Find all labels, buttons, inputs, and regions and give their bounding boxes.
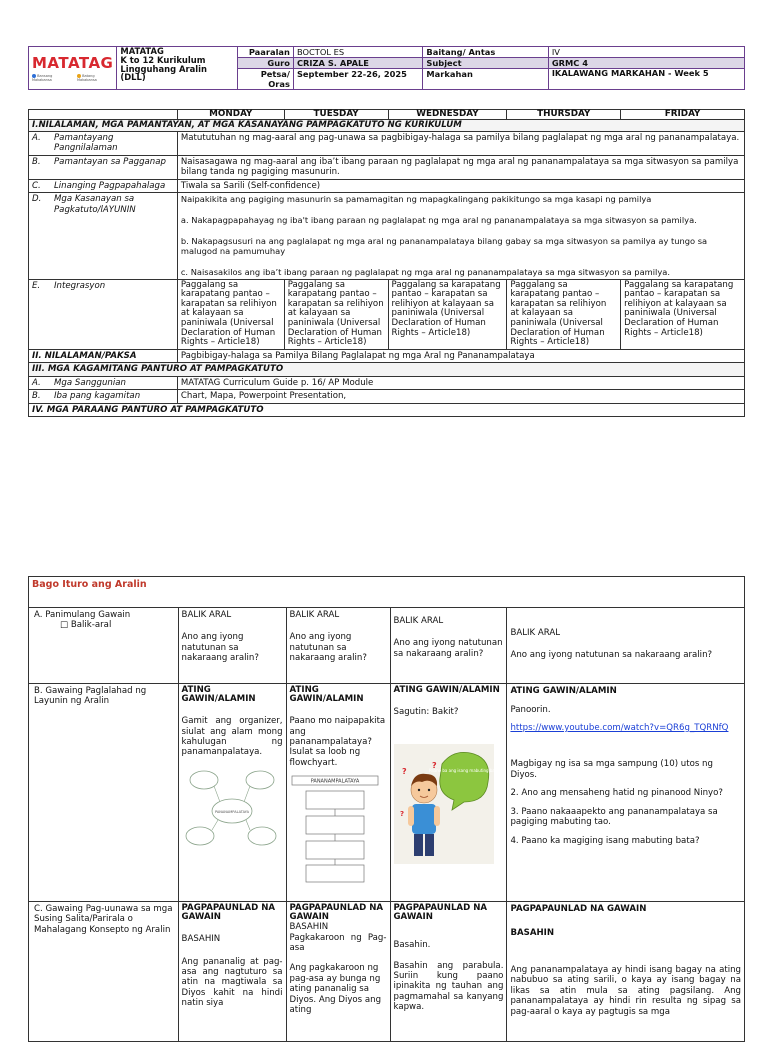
- integrasyon-friday: Paggalang sa karapatang pantao – karapatan sa relihiyon at kalayaan sa paniniwala (Universal Declaration of Human Rights – Article18): [621, 279, 745, 349]
- svg-text:PANANAMPALATAYA: PANANAMPALATAYA: [214, 809, 249, 814]
- balik-aral-thursday: BALIK ARAL Ano ang iyong natutunan sa nakaraang aralin?: [507, 608, 745, 684]
- pagpapaunlad-tuesday: PAGPAPAUNLAD NA GAWAIN BASAHIN Pagkakaroon ng Pag-asa Ang pagkakaroon ng pag-asa ay bunga ng ating pananalig sa Diyos. Ang Diyos ang ating: [286, 902, 390, 1042]
- bago-ituro-title: Bago Ituro ang Aralin: [32, 579, 147, 590]
- balik-aral-bullet: Balik-aral: [70, 620, 112, 631]
- thinking-boy-illustration: [394, 744, 494, 864]
- integrasyon-thursday: Paggalang sa karapatang pantao – karapatan sa relihiyon at kalayaan sa paniniwala (Universal Declaration of Human Rights – Article18): [507, 279, 621, 349]
- label-integrasyon: E. Integrasyon: [29, 279, 178, 349]
- bullet-icon: □: [60, 620, 69, 631]
- text-pamantayan-sa-pagganap: Naisasagawa ng mag-aaral ang iba’t ibang paraan ng paglalapat ng mga aral ng pananampalataya sa mga sitwasyon sa pamilya bilang tanda ng pagiging masunurin.: [177, 155, 744, 179]
- ating-gawin-wednesday: ATING GAWIN/ALAMIN Sagutin: Bakit? Paano ba ang isang mabuting bata? ? ? ?: [390, 684, 507, 902]
- pagpapaunlad-thursday: PAGPAPAUNLAD NA GAWAIN BASAHIN Ang pananampalataya ay hindi isang bagay na ating nabubuo sa ating sarili, o kaya ay isang bagay na likas sa atin mula sa ating pagsilang. Ang pananampalataya ay hindi rin resulta ng sipag sa pag-aaral o kaya ay pagtugis sa mga: [507, 902, 745, 1042]
- guro-value: CRIZA S. APALE: [293, 58, 422, 69]
- integrasyon-monday: Paggalang sa karapatang pantao – karapatan sa relihiyon at kalayaan sa paniniwala (Universal Declaration of Human Rights – Article18): [177, 279, 284, 349]
- text-kasanayan: [177, 193, 744, 280]
- label-paglalahad-layunin: B. Gawaing Paglalahad ng Layunin ng Aralin: [29, 684, 179, 902]
- balik-aral-tuesday: BALIK ARAL Ano ang iyong natutunan sa nakaraang aralin?: [286, 608, 390, 684]
- section-paraang-panturo: IV. MGA PARAANG PANTURO AT PAMPAGKATUTO: [29, 403, 745, 416]
- baitang-value: IV: [548, 47, 744, 58]
- section-nilalaman: I.NILALAMAN, MGA PAMANTAYAN, AT MGA KASANAYANG PAMPAGKATUTO NG KURIKULUM: [29, 120, 745, 132]
- balik-aral-monday: BALIK ARAL Ano ang iyong natutunan sa nakaraang aralin?: [178, 608, 286, 684]
- balik-aral-wednesday: BALIK ARAL Ano ang iyong natutunan sa nakaraang aralin?: [390, 608, 507, 684]
- pagpapaunlad-monday: PAGPAPAUNLAD NA GAWAIN BASAHIN Ang pananalig at pag-asa ang nagtuturo sa atin na magtiwala sa Diyos kahit na hindi natin siya: [178, 902, 286, 1042]
- pagpapaunlad-wednesday: PAGPAPAUNLAD NA GAWAIN Basahin. Basahin ang parabula. Suriin kung paano ipinakita ng tauhan ang pagmamahal sa kanyang kapwa.: [390, 902, 507, 1042]
- label-pamantayang-pangnilalaman: A. Pamantayang Pangnilalaman: [29, 131, 178, 155]
- svg-text:?: ?: [401, 766, 407, 776]
- text-pamantayang-pangnilalaman: Matututuhan ng mag-aaral ang pag-unawa sa pagbibigay-halaga sa pamilya bilang paglalapat ng mga aral ng pananampalataya.: [177, 131, 744, 155]
- lesson-plan-table: [28, 109, 745, 417]
- kasanayan-c: c. Naisasakilos ang iba’t ibang paraan ng paglalapat ng mga aral ng pananampalataya sa mga sitwasyon sa pamilya.: [180, 267, 670, 278]
- integrasyon-tuesday: Paggalang sa karapatang pantao – karapatan sa relihiyon at kalayaan sa paniniwala (Universal Declaration of Human Rights – Article18): [284, 279, 388, 349]
- label-linanging-pagpapahalaga: C. Linanging Pagpapahalaga: [29, 179, 178, 192]
- text-iba-pang-kagamitan: Chart, Mapa, Powerpoint Presentation,: [177, 390, 744, 403]
- procedure-table: [28, 576, 745, 1042]
- integrasyon-wednesday: Paggalang sa karapatang pantao – karapatan sa relihiyon at kalayaan sa paniniwala (Universal Declaration of Human Rights – Article18): [388, 279, 507, 349]
- kasanayan-intro: Naipakikita ang pagiging masunurin sa pamamagitan ng mapagkalingang pakikitungo sa mga kasapi ng pamilya: [180, 194, 652, 205]
- kasanayan-a: a. Nakapagpapahayag ng iba't ibang paraan ng paglalapat ng mga aral ng pananampalataya sa mga sitwasyon sa pamilya.: [180, 215, 697, 226]
- svg-text:PANANAMPALATAYA: PANANAMPALATAYA: [310, 778, 359, 785]
- dll-title: MATATAG K to 12 Kurikulum Lingguhang Aralin (DLL): [117, 47, 238, 90]
- text-linanging-pagpapahalaga: Tiwala sa Sarili (Self-confidence): [177, 179, 744, 192]
- svg-text:?: ?: [399, 809, 404, 818]
- label-kasanayan: D. Mga Kasanayan sa Pagkatuto/lAYUNIN: [29, 193, 178, 280]
- flowchart: [290, 774, 382, 884]
- day-thursday: THURSDAY: [507, 110, 621, 120]
- ating-gawin-tuesday: ATING GAWIN/ALAMIN Paano mo naipapakita ang pananampalataya? Isulat sa loob ng flowchyart. PANANAMPALATAYA: [286, 684, 390, 902]
- section-kagamitang-panturo: III. MGA KAGAMITANG PANTURO AT PAMPAGKATUTO: [29, 363, 745, 376]
- guro-label: Guro: [238, 58, 294, 69]
- label-pag-uunawa: C. Gawaing Pag-uunawa sa mga Susing Salita/Parirala o Mahalagang Konsepto ng Aralin: [29, 902, 179, 1042]
- day-wednesday: WEDNESDAY: [388, 110, 507, 120]
- kasanayan-b: b. Nakapagsusuri na ang paglalapat ng mga aral ng pananampalataya bilang gabay sa mga sitwasyon sa pamilya ay tungo sa malugod na pamumuhay: [180, 236, 708, 257]
- graphic-organizer: [182, 766, 282, 856]
- paaralan-label: Paaralan: [238, 47, 294, 58]
- label-sanggunian: A. Mga Sanggunian: [29, 376, 178, 389]
- petsa-value: September 22-26, 2025: [293, 69, 422, 90]
- subject-value: GRMC 4: [548, 58, 744, 69]
- day-friday: FRIDAY: [621, 110, 745, 120]
- paaralan-value: BOCTOL ES: [293, 47, 422, 58]
- day-tuesday: TUESDAY: [284, 110, 388, 120]
- label-nilalaman-paksa: II. NILALAMAN/PAKSA: [29, 349, 178, 362]
- bago-ituro-header: [29, 577, 745, 608]
- label-panimulang-gawain: A. Panimulang Gawain □ Balik-aral: [29, 608, 179, 684]
- ating-gawin-thursday: ATING GAWIN/ALAMIN Panoorin. https://www.youtube.com/watch?v=QR6g_TQRNfQ Magbigay ng isa sa mga sampung (10) utos ng Diyos. 2. Ano ang mensaheng hatid ng pinanood Ninyo? 3. Paano nakaaapekto ang pananampalataya sa pagiging mabuting tao. 4. Paano ka magiging isang mabuting bata?: [507, 684, 745, 902]
- text-sanggunian: MATATAG Curriculum Guide p. 16/ AP Module: [177, 376, 744, 389]
- markahan-value: IKALAWANG MARKAHAN - Week 5: [548, 69, 744, 90]
- svg-text:Paano ba ang isang mabuting ba: Paano ba ang isang mabuting bata?: [428, 767, 494, 773]
- subject-label: Subject: [423, 58, 548, 69]
- youtube-link[interactable]: https://www.youtube.com/watch?v=QR6g_TQRNfQ: [510, 722, 729, 733]
- label-iba-pang-kagamitan: B. Iba pang kagamitan: [29, 390, 178, 403]
- baitang-label: Baitang/ Antas: [423, 47, 548, 58]
- matatag-logo: MATATAG Bansang Makabansa Batang Makabansa: [29, 47, 117, 90]
- markahan-label: Markahan: [423, 69, 548, 90]
- header-table: [28, 46, 745, 90]
- svg-text:?: ?: [431, 760, 437, 770]
- label-pamantayan-sa-pagganap: B. Pamantayan sa Pagganap: [29, 155, 178, 179]
- petsa-label: Petsa/ Oras: [238, 69, 294, 90]
- day-monday: MONDAY: [177, 110, 284, 120]
- ating-gawin-monday: ATING GAWIN/ALAMIN Gamit ang organizer, siulat ang alam mong kahulugan ng panamanpalataya. PANANAMPALATAYA: [178, 684, 286, 902]
- text-nilalaman-paksa: Pagbibigay-halaga sa Pamilya Bilang Paglalapat ng mga Aral ng Pananampalataya: [177, 349, 744, 362]
